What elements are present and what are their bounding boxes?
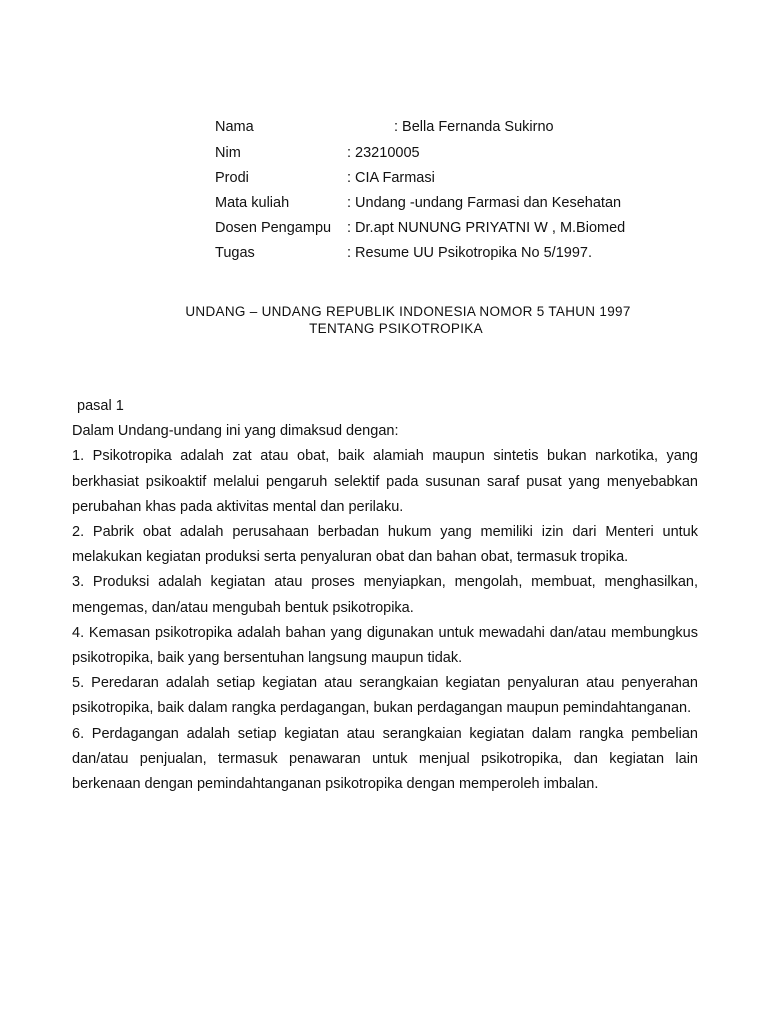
- definition-item-2: 2. Pabrik obat adalah perusahaan berbadan hukum yang memiliki izin dari Menteri untuk melakukan kegiatan produksi serta penyaluran obat dan bahan obat, termasuk tropika.: [72, 524, 698, 566]
- pasal-heading: pasal 1: [77, 398, 124, 414]
- info-label: Nama: [215, 119, 254, 135]
- info-value: : Dr.apt NUNUNG PRIYATNI W , M.Biomed: [347, 220, 626, 236]
- document-title-line2: TENTANG PSIKOTROPIKA: [309, 321, 483, 336]
- definition-item-4: 4. Kemasan psikotropika adalah bahan yang digunakan untuk mewadahi dan/atau membungkus psikotropika, baik yang bersentuhan langsung maupun tidak.: [72, 624, 698, 667]
- info-label: Mata kuliah: [215, 195, 290, 211]
- info-label: Prodi: [215, 170, 249, 186]
- info-label: Dosen Pengampu: [215, 220, 332, 236]
- intro-text: Dalam Undang-undang ini yang dimaksud dengan:: [72, 423, 399, 440]
- info-label: Tugas: [215, 245, 255, 261]
- info-value: : CIA Farmasi: [347, 170, 435, 186]
- definition-item-1: 1. Psikotropika adalah zat atau obat, baik alamiah maupun sintetis bukan narkotika, yang berkhasiat psikoaktif melalui pengaruh selektif pada susunan saraf pusat yang menyebabkan perubahan khas pada aktivitas mental dan perilaku.: [72, 448, 698, 515]
- definition-item-3: 3. Produksi adalah kegiatan atau proses menyiapkan, mengolah, membuat, menghasilkan, mengemas, dan/atau mengubah bentuk psikotropika.: [72, 574, 698, 616]
- info-value: : Bella Fernanda Sukirno: [394, 119, 554, 135]
- info-value: : Resume UU Psikotropika No 5/1997.: [347, 245, 592, 261]
- definition-item-6: 6. Perdagangan adalah setiap kegiatan atau serangkaian kegiatan dalam rangka pembelian dan/atau penjualan, termasuk penawaran untuk menjual psikotropika, dan kegiatan lain berkenaan dengan pemindahtanganan psikotropika dengan memperoleh imbalan.: [72, 725, 698, 793]
- definition-item-5: 5. Peredaran adalah setiap kegiatan atau serangkaian kegiatan penyaluran atau penyerahan psikotropika, baik dalam rangka perdagangan, bukan perdagangan maupun pemindahtanganan.: [72, 675, 698, 717]
- info-label: Nim: [215, 145, 241, 161]
- info-value: : Undang -undang Farmasi dan Kesehatan: [347, 195, 622, 211]
- info-value: : 23210005: [347, 145, 420, 161]
- document-body: [72, 394, 698, 797]
- document-title-line1: UNDANG – UNDANG REPUBLIK INDONESIA NOMOR 5 TAHUN 1997: [185, 304, 631, 319]
